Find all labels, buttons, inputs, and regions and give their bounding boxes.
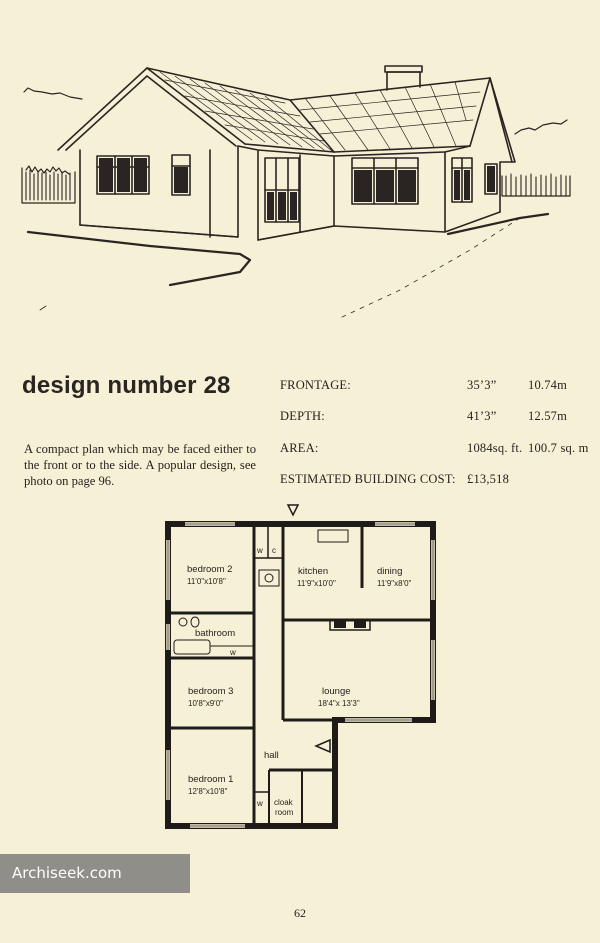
design-description: A compact plan which may be faced either to the front or to the side. A popular design, see photo on page 96. xyxy=(24,442,256,488)
room-kitchen-name: kitchen xyxy=(298,566,329,577)
fixture-cupboard-label: c xyxy=(272,546,276,555)
spec-metric-depth: 12.57m xyxy=(528,409,568,423)
spec-value-cost: £13,518 xyxy=(467,472,510,486)
spec-label-frontage: FRONTAGE: xyxy=(280,378,351,392)
room-bedroom1-name: bedroom 1 xyxy=(188,774,234,785)
room-bedroom1-dims: 12'8"x10'8" xyxy=(188,787,228,796)
spec-imperial-frontage: 35’3” xyxy=(467,378,497,392)
spec-metric-area: 100.7 sq. m xyxy=(528,441,589,455)
room-bedroom3-dims: 10'8"x9'0" xyxy=(188,699,223,708)
spec-imperial-depth: 41’3” xyxy=(467,409,497,423)
spec-label-cost: ESTIMATED BUILDING COST: xyxy=(280,472,456,486)
room-lounge-name: lounge xyxy=(322,686,351,697)
room-cloakroom-line1: cloak xyxy=(274,798,293,807)
room-bedroom3-name: bedroom 3 xyxy=(188,686,234,697)
room-dining-dims: 11'9"x8'0" xyxy=(377,579,412,588)
page-number: 62 xyxy=(294,906,306,920)
room-bedroom2-name: bedroom 2 xyxy=(187,564,233,575)
spec-imperial-area: 1084sq. ft. xyxy=(467,441,523,455)
fixture-wardrobe-label: w xyxy=(257,546,263,555)
archiseek-watermark: Archiseek.com xyxy=(0,854,190,893)
floor-plan xyxy=(150,500,450,840)
fixture-bathroom-wardrobe-label: w xyxy=(230,648,236,657)
design-title: design number 28 xyxy=(22,372,231,399)
room-kitchen-dims: 11'9"x10'0" xyxy=(297,579,336,588)
room-lounge-dims: 18'4"x 13'3" xyxy=(318,699,360,708)
spec-metric-frontage: 10.74m xyxy=(528,378,568,392)
house-sketch xyxy=(0,0,600,340)
spec-label-depth: DEPTH: xyxy=(280,409,325,423)
room-dining-name: dining xyxy=(377,566,403,577)
room-cloakroom-line2: room xyxy=(275,808,294,817)
room-bedroom2-dims: 11'0"x10'8" xyxy=(187,577,226,586)
room-bathroom-name: bathroom xyxy=(195,628,236,639)
fixture-hall-wardrobe-label: w xyxy=(257,799,263,808)
room-hall-name: hall xyxy=(264,750,279,761)
spec-label-area: AREA: xyxy=(280,441,319,455)
